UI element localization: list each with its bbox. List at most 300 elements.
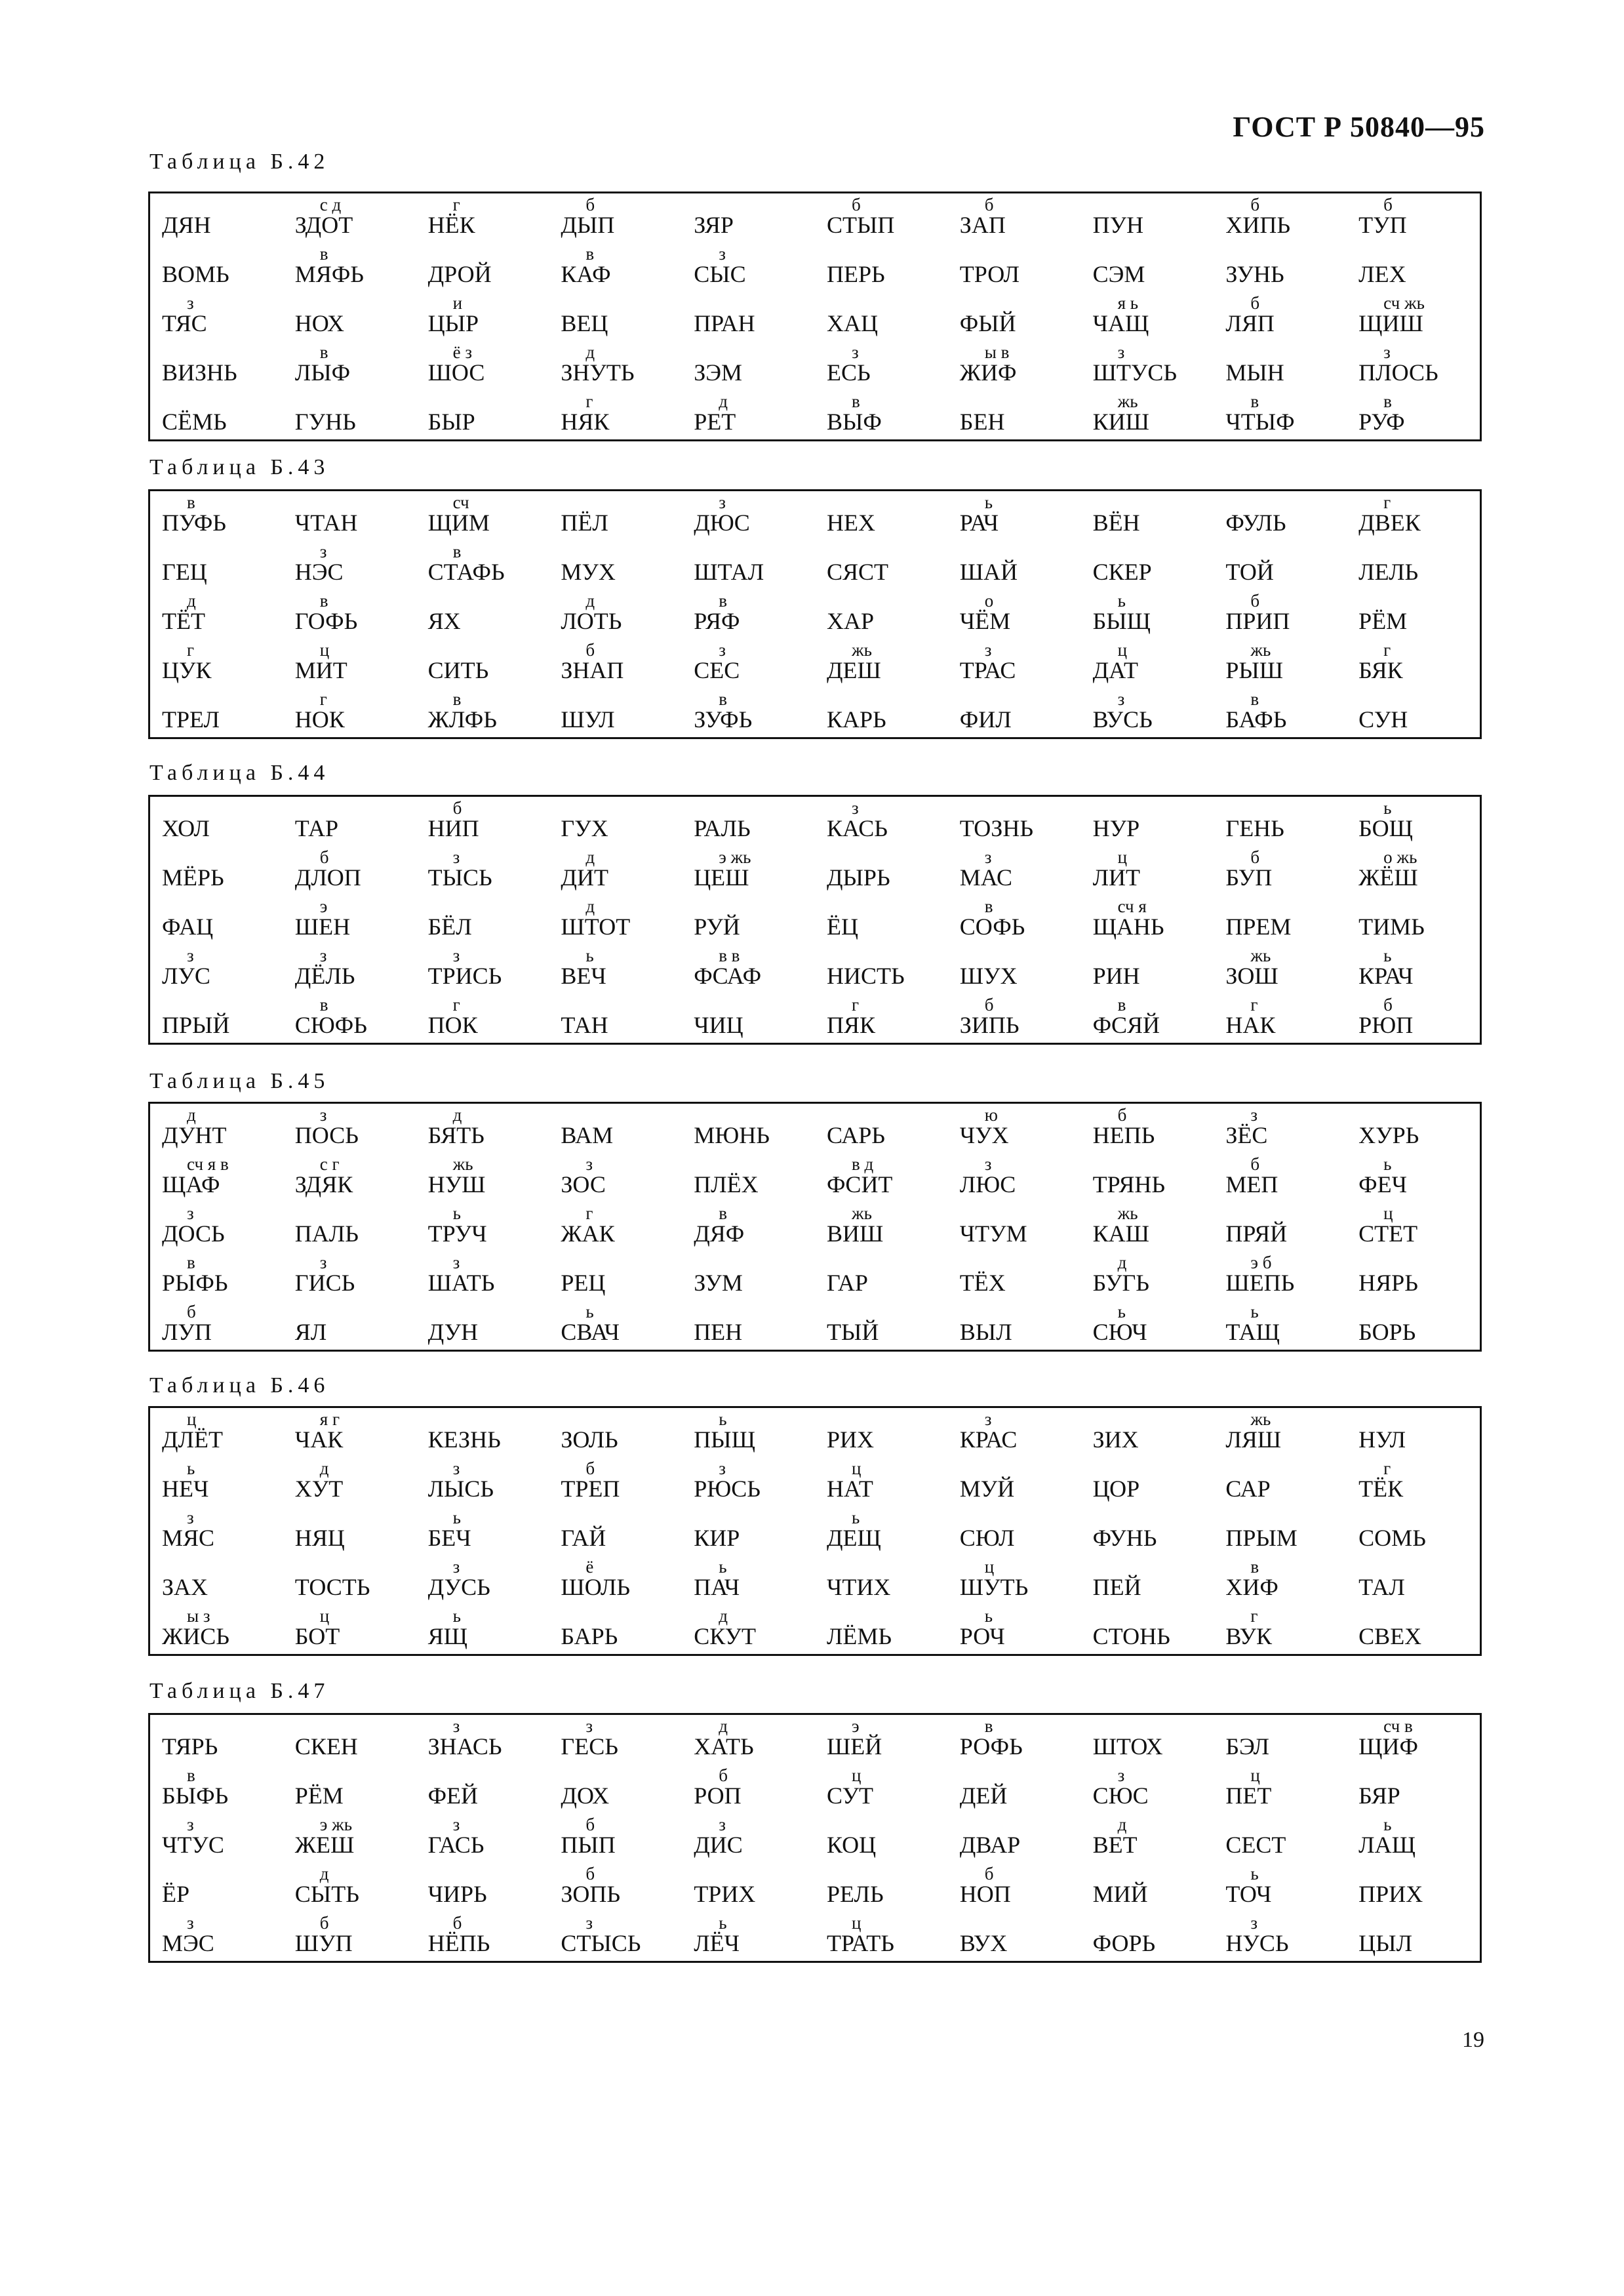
syllable-word: ДИС: [694, 1832, 743, 1858]
table-cell: [1081, 491, 1214, 540]
syllable-word: ГИСЬ: [294, 1270, 355, 1296]
phoneme-annotation: ц: [1250, 1765, 1260, 1785]
table-cell: [283, 491, 416, 540]
syllable-word: БОЩ: [1358, 815, 1413, 841]
table-cell: [416, 1556, 549, 1605]
table-cell: [1347, 292, 1480, 341]
table-cell: [283, 1300, 416, 1350]
phoneme-annotation: з: [452, 1459, 460, 1478]
syllable-word: ЛУС: [162, 963, 210, 989]
syllable-word: СТАФЬ: [427, 559, 505, 585]
phoneme-annotation: в в: [719, 946, 740, 965]
word-table: [148, 795, 1482, 1045]
syllable-word: ДРОЙ: [427, 261, 492, 287]
syllable-word: ЧТАН: [294, 510, 358, 536]
phoneme-annotation: г: [851, 995, 860, 1015]
syllable-word: ХОЛ: [162, 815, 210, 841]
syllable-word: ЛОТЬ: [561, 608, 622, 634]
table-cell: [416, 1912, 549, 1961]
phoneme-annotation: б: [984, 195, 994, 214]
syllable-word: СТЫСЬ: [561, 1930, 641, 1956]
table-cell: [815, 341, 948, 390]
phoneme-annotation: я г: [319, 1409, 340, 1429]
table-cell: [1347, 1506, 1480, 1556]
phoneme-annotation: ь: [719, 1557, 727, 1577]
syllable-word: ХАТЬ: [694, 1733, 754, 1760]
table-caption: Таблица Б.46: [149, 1373, 330, 1398]
table-cell: [948, 1506, 1081, 1556]
syllable-word: СЫС: [694, 261, 746, 287]
syllable-word: ЦОР: [1092, 1476, 1140, 1502]
table-cell: [549, 846, 682, 895]
phoneme-annotation: з: [719, 640, 726, 660]
syllable-word: ТРИСЬ: [427, 963, 502, 989]
table-row: [150, 1251, 1480, 1300]
table-cell: [150, 1153, 283, 1202]
phoneme-annotation: г: [585, 392, 593, 411]
table-cell: [948, 639, 1081, 688]
syllable-word: РЫШ: [1225, 657, 1284, 683]
table-cell: [416, 797, 549, 846]
table-row: [150, 1104, 1480, 1153]
table-cell: [150, 1764, 283, 1813]
table-cell: [1081, 895, 1214, 944]
phoneme-annotation: ь: [851, 1508, 860, 1527]
syllable-word: КРАС: [959, 1426, 1018, 1453]
phoneme-annotation: з: [319, 1253, 327, 1272]
syllable-word: ГЕЦ: [162, 559, 207, 585]
table-cell: [948, 540, 1081, 590]
phoneme-annotation: ы в: [984, 342, 1010, 362]
phoneme-annotation: з: [1383, 342, 1391, 362]
syllable-word: ЛЫСЬ: [427, 1476, 494, 1502]
syllable-word: ЧТИХ: [826, 1574, 891, 1600]
syllable-word: ТЫСЬ: [427, 864, 492, 891]
syllable-word: КАШ: [1092, 1220, 1149, 1247]
phoneme-annotation: в: [452, 689, 462, 709]
phoneme-annotation: б: [319, 847, 329, 867]
phoneme-annotation: б: [1117, 1105, 1127, 1125]
syllable-word: ФУНЬ: [1092, 1525, 1157, 1551]
phoneme-annotation: в: [187, 1765, 195, 1785]
table-caption: Таблица Б.43: [149, 455, 330, 479]
syllable-word: ДЛЁТ: [162, 1426, 223, 1453]
table-cell: [948, 1863, 1081, 1912]
syllable-word: ФАЦ: [162, 914, 214, 940]
table-cell: [1347, 1457, 1480, 1506]
table-cell: [1081, 1202, 1214, 1251]
phoneme-annotation: б: [452, 1913, 462, 1933]
phoneme-annotation: д: [452, 1105, 462, 1125]
phoneme-annotation: в: [1250, 1557, 1259, 1577]
phoneme-annotation: и: [452, 293, 463, 313]
syllable-word: ВЕЦ: [561, 310, 608, 336]
syllable-word: ТРИХ: [694, 1881, 756, 1907]
syllable-word: ЁР: [162, 1881, 190, 1907]
table-cell: [283, 1764, 416, 1813]
table-cell: [549, 1506, 682, 1556]
syllable-word: ЧЁМ: [959, 608, 1011, 634]
syllable-word: ЗАХ: [162, 1574, 208, 1600]
syllable-word: ЗЭМ: [694, 359, 742, 386]
syllable-word: ТРАТЬ: [826, 1930, 894, 1956]
syllable-word: ЧТУМ: [959, 1220, 1027, 1247]
syllable-word: ФУЛЬ: [1225, 510, 1286, 536]
phoneme-annotation: жь: [1250, 946, 1271, 965]
phoneme-annotation: б: [1250, 591, 1260, 611]
table-cell: [1214, 390, 1347, 439]
table-row: [150, 292, 1480, 341]
phoneme-annotation: б: [1250, 1154, 1260, 1174]
document-header: ГОСТ Р 50840—95: [1233, 111, 1485, 143]
phoneme-annotation: ь: [1383, 1154, 1392, 1174]
syllable-word: НОК: [294, 706, 345, 733]
table-cell: [283, 639, 416, 688]
table-cell: [549, 1457, 682, 1506]
syllable-word: ТЁХ: [959, 1270, 1006, 1296]
table-cell: [416, 1153, 549, 1202]
phoneme-annotation: б: [1250, 293, 1260, 313]
table-cell: [283, 688, 416, 737]
syllable-word: ЧАК: [294, 1426, 344, 1453]
table-cell: [416, 1251, 549, 1300]
syllable-word: БОРЬ: [1358, 1319, 1416, 1345]
table-cell: [416, 688, 549, 737]
table-cell: [682, 1813, 815, 1863]
table-cell: [1081, 1104, 1214, 1153]
word-table: [148, 1713, 1482, 1963]
syllable-word: ДВЕК: [1358, 510, 1421, 536]
table-cell: [1347, 1251, 1480, 1300]
phoneme-annotation: ь: [719, 1913, 727, 1933]
phoneme-annotation: ц: [187, 1409, 197, 1429]
syllable-word: МЭС: [162, 1930, 214, 1956]
syllable-word: ЗОШ: [1225, 963, 1278, 989]
table-cell: [416, 1506, 549, 1556]
syllable-word: ЗУНЬ: [1225, 261, 1284, 287]
table-cell: [1347, 1202, 1480, 1251]
table-cell: [1081, 1813, 1214, 1863]
syllable-word: ШТУСЬ: [1092, 359, 1178, 386]
table-cell: [1214, 243, 1347, 292]
syllable-word: ШЕН: [294, 914, 351, 940]
syllable-word: БОТ: [294, 1623, 340, 1649]
table-row: [150, 895, 1480, 944]
phoneme-annotation: в: [1250, 689, 1259, 709]
table-cell: [150, 390, 283, 439]
table-cell: [1081, 1912, 1214, 1961]
table-cell: [150, 292, 283, 341]
table-cell: [416, 1605, 549, 1654]
table-cell: [815, 1104, 948, 1153]
syllable-word: ШЕЙ: [826, 1733, 882, 1760]
table-cell: [1214, 1251, 1347, 1300]
syllable-word: ПАЧ: [694, 1574, 740, 1600]
phoneme-annotation: з: [851, 798, 859, 818]
table-cell: [150, 1202, 283, 1251]
syllable-word: ВИШ: [826, 1220, 884, 1247]
table-cell: [416, 846, 549, 895]
table-cell: [815, 1408, 948, 1457]
syllable-word: БУГЬ: [1092, 1270, 1149, 1296]
table-cell: [948, 846, 1081, 895]
phoneme-annotation: г: [585, 1203, 593, 1223]
table-cell: [682, 1153, 815, 1202]
table-row: [150, 1202, 1480, 1251]
syllable-word: ПЕТ: [1225, 1782, 1272, 1809]
table-cell: [1081, 994, 1214, 1043]
syllable-word: БЕЧ: [427, 1525, 471, 1551]
table-cell: [150, 1863, 283, 1912]
syllable-word: ПРЯЙ: [1225, 1220, 1288, 1247]
syllable-word: ТАЩ: [1225, 1319, 1280, 1345]
table-cell: [283, 1813, 416, 1863]
syllable-word: ВЕЧ: [561, 963, 606, 989]
syllable-word: САРЬ: [826, 1122, 885, 1148]
syllable-word: ФЕЙ: [427, 1782, 479, 1809]
syllable-word: ШТАЛ: [694, 559, 764, 585]
syllable-word: КРАЧ: [1358, 963, 1414, 989]
syllable-word: ЗДЯК: [294, 1171, 353, 1198]
syllable-word: СИТЬ: [427, 657, 489, 683]
table-row: [150, 1863, 1480, 1912]
table-cell: [682, 1764, 815, 1813]
table-cell: [1081, 846, 1214, 895]
table-cell: [1214, 1408, 1347, 1457]
table-cell: [1081, 1457, 1214, 1506]
phoneme-annotation: г: [452, 995, 460, 1015]
table-cell: [1081, 1506, 1214, 1556]
table-cell: [815, 1300, 948, 1350]
syllable-word: ЗДОТ: [294, 212, 353, 238]
syllable-word: ТЁК: [1358, 1476, 1404, 1502]
table-cell: [682, 1912, 815, 1961]
table-cell: [1347, 1104, 1480, 1153]
table-cell: [416, 1104, 549, 1153]
syllable-word: ЛУП: [162, 1319, 212, 1345]
syllable-word: НУСЬ: [1225, 1930, 1289, 1956]
table-cell: [150, 944, 283, 994]
table-cell: [416, 1300, 549, 1350]
phoneme-annotation: ы з: [187, 1606, 210, 1626]
syllable-word: БЯК: [1358, 657, 1403, 683]
syllable-word: ВЫЛ: [959, 1319, 1012, 1345]
table-cell: [283, 1202, 416, 1251]
phoneme-annotation: э: [851, 1716, 860, 1736]
phoneme-annotation: я ь: [1117, 293, 1139, 313]
syllable-word: ЛЫФ: [294, 359, 351, 386]
phoneme-annotation: с д: [319, 195, 342, 214]
syllable-word: РЕЦ: [561, 1270, 606, 1296]
phoneme-annotation: г: [1250, 1606, 1258, 1626]
syllable-word: ТАЛ: [1358, 1574, 1405, 1600]
table-row: [150, 491, 1480, 540]
table-cell: [815, 193, 948, 243]
syllable-word: РАЧ: [959, 510, 999, 536]
phoneme-annotation: б: [585, 195, 595, 214]
table-cell: [1347, 994, 1480, 1043]
syllable-word: ЗЁС: [1225, 1122, 1268, 1148]
syllable-word: БЫФЬ: [162, 1782, 229, 1809]
phoneme-annotation: жь: [452, 1154, 473, 1174]
table-cell: [948, 1764, 1081, 1813]
phoneme-annotation: ц: [1117, 847, 1128, 867]
table-cell: [1214, 1153, 1347, 1202]
table-cell: [150, 1251, 283, 1300]
table-cell: [416, 1202, 549, 1251]
table-cell: [283, 1506, 416, 1556]
syllable-word: ЧИРЬ: [427, 1881, 487, 1907]
word-table: [148, 1406, 1482, 1656]
phoneme-annotation: ь: [1250, 1864, 1259, 1883]
syllable-word: ЛЮС: [959, 1171, 1016, 1198]
syllable-word: ЖАК: [561, 1220, 615, 1247]
phoneme-annotation: б: [1250, 195, 1260, 214]
syllable-word: ЁЦ: [826, 914, 858, 940]
table-cell: [1347, 540, 1480, 590]
syllable-word: ГОФЬ: [294, 608, 358, 634]
syllable-word: ЖЛФЬ: [427, 706, 497, 733]
table-cell: [150, 1457, 283, 1506]
syllable-word: РЁМ: [294, 1782, 344, 1809]
table-cell: [416, 341, 549, 390]
phoneme-annotation: з: [585, 1716, 593, 1736]
table-cell: [1214, 895, 1347, 944]
syllable-word: ХУРЬ: [1358, 1122, 1419, 1148]
table-cell: [283, 292, 416, 341]
syllable-word: ПРИП: [1225, 608, 1290, 634]
phoneme-annotation: ь: [984, 493, 993, 512]
table-cell: [815, 491, 948, 540]
table-cell: [948, 797, 1081, 846]
syllable-word: ПЫЩ: [694, 1426, 755, 1453]
word-table: [148, 191, 1482, 441]
table-cell: [682, 944, 815, 994]
phoneme-annotation: з: [187, 293, 194, 313]
table-cell: [682, 243, 815, 292]
syllable-word: РОФЬ: [959, 1733, 1023, 1760]
phoneme-annotation: б: [585, 1864, 595, 1883]
phoneme-annotation: ь: [187, 1459, 195, 1478]
syllable-word: РОП: [694, 1782, 742, 1809]
phoneme-annotation: г: [319, 689, 327, 709]
table-cell: [283, 1912, 416, 1961]
syllable-word: СОМЬ: [1358, 1525, 1426, 1551]
table-cell: [1214, 1912, 1347, 1961]
table-row: [150, 944, 1480, 994]
table-cell: [150, 243, 283, 292]
syllable-word: НУР: [1092, 815, 1140, 841]
syllable-word: ЦЕШ: [694, 864, 749, 891]
syllable-word: ЩАФ: [162, 1171, 220, 1198]
phoneme-annotation: жь: [1250, 640, 1271, 660]
syllable-word: ЧИЦ: [694, 1012, 743, 1038]
table-cell: [283, 1556, 416, 1605]
syllable-word: ЖЁШ: [1358, 864, 1418, 891]
syllable-word: ЛИТ: [1092, 864, 1140, 891]
phoneme-annotation: з: [452, 1815, 460, 1834]
phoneme-annotation: в: [719, 591, 727, 611]
table-cell: [1214, 688, 1347, 737]
table-cell: [948, 994, 1081, 1043]
syllable-word: БЯТЬ: [427, 1122, 485, 1148]
phoneme-annotation: с г: [319, 1154, 340, 1174]
table-cell: [1081, 1408, 1214, 1457]
table-cell: [1347, 1300, 1480, 1350]
table-cell: [815, 895, 948, 944]
syllable-word: ШУТЬ: [959, 1574, 1029, 1600]
table-cell: [815, 1764, 948, 1813]
syllable-word: ПЛОСЬ: [1358, 359, 1438, 386]
syllable-word: БЁЛ: [427, 914, 472, 940]
phoneme-annotation: ю: [984, 1105, 998, 1125]
syllable-word: СЮФЬ: [294, 1012, 367, 1038]
table-cell: [283, 193, 416, 243]
syllable-word: ТРЯНЬ: [1092, 1171, 1166, 1198]
table-cell: [283, 341, 416, 390]
syllable-word: ВУСЬ: [1092, 706, 1153, 733]
syllable-word: СЁМЬ: [162, 409, 227, 435]
table-cell: [1081, 540, 1214, 590]
table-cell: [948, 341, 1081, 390]
syllable-word: ЩАНЬ: [1092, 914, 1164, 940]
table-cell: [549, 491, 682, 540]
table-cell: [549, 895, 682, 944]
syllable-word: ЗНАСЬ: [427, 1733, 502, 1760]
phoneme-annotation: б: [452, 798, 462, 818]
syllable-word: ТОСТЬ: [294, 1574, 370, 1600]
phoneme-annotation: б: [585, 1815, 595, 1834]
table-cell: [815, 1457, 948, 1506]
syllable-word: ЗОЛЬ: [561, 1426, 618, 1453]
syllable-word: СВЕХ: [1358, 1623, 1422, 1649]
table-cell: [1214, 193, 1347, 243]
table-cell: [1214, 1457, 1347, 1506]
table-cell: [1214, 1605, 1347, 1654]
phoneme-annotation: з: [719, 1815, 726, 1834]
phoneme-annotation: ц: [851, 1913, 862, 1933]
syllable-word: ДЕЩ: [826, 1525, 881, 1551]
table-row: [150, 797, 1480, 846]
syllable-word: ВЫФ: [826, 409, 882, 435]
syllable-word: ЦЫР: [427, 310, 479, 336]
phoneme-annotation: в: [187, 1253, 195, 1272]
syllable-word: ПРАН: [694, 310, 755, 336]
syllable-word: КИШ: [1092, 409, 1149, 435]
syllable-word: ПАЛЬ: [294, 1220, 359, 1247]
phoneme-annotation: ц: [319, 640, 330, 660]
table-cell: [283, 540, 416, 590]
table-cell: [1214, 292, 1347, 341]
page-number: 19: [1462, 2028, 1484, 2052]
table-cell: [1214, 1202, 1347, 1251]
phoneme-annotation: д: [1117, 1815, 1127, 1834]
table-cell: [682, 292, 815, 341]
syllable-word: РЕТ: [694, 409, 736, 435]
table-cell: [549, 1408, 682, 1457]
syllable-word: ГАЙ: [561, 1525, 606, 1551]
table-cell: [549, 639, 682, 688]
syllable-word: ЗУФЬ: [694, 706, 753, 733]
syllable-word: ЛАЩ: [1358, 1832, 1416, 1858]
table-cell: [948, 1457, 1081, 1506]
phoneme-annotation: э: [319, 896, 328, 916]
phoneme-annotation: жь: [1117, 1203, 1138, 1223]
syllable-word: ЛЁЧ: [694, 1930, 740, 1956]
phoneme-annotation: г: [187, 640, 195, 660]
table-cell: [416, 944, 549, 994]
syllable-word: РЫФЬ: [162, 1270, 228, 1296]
